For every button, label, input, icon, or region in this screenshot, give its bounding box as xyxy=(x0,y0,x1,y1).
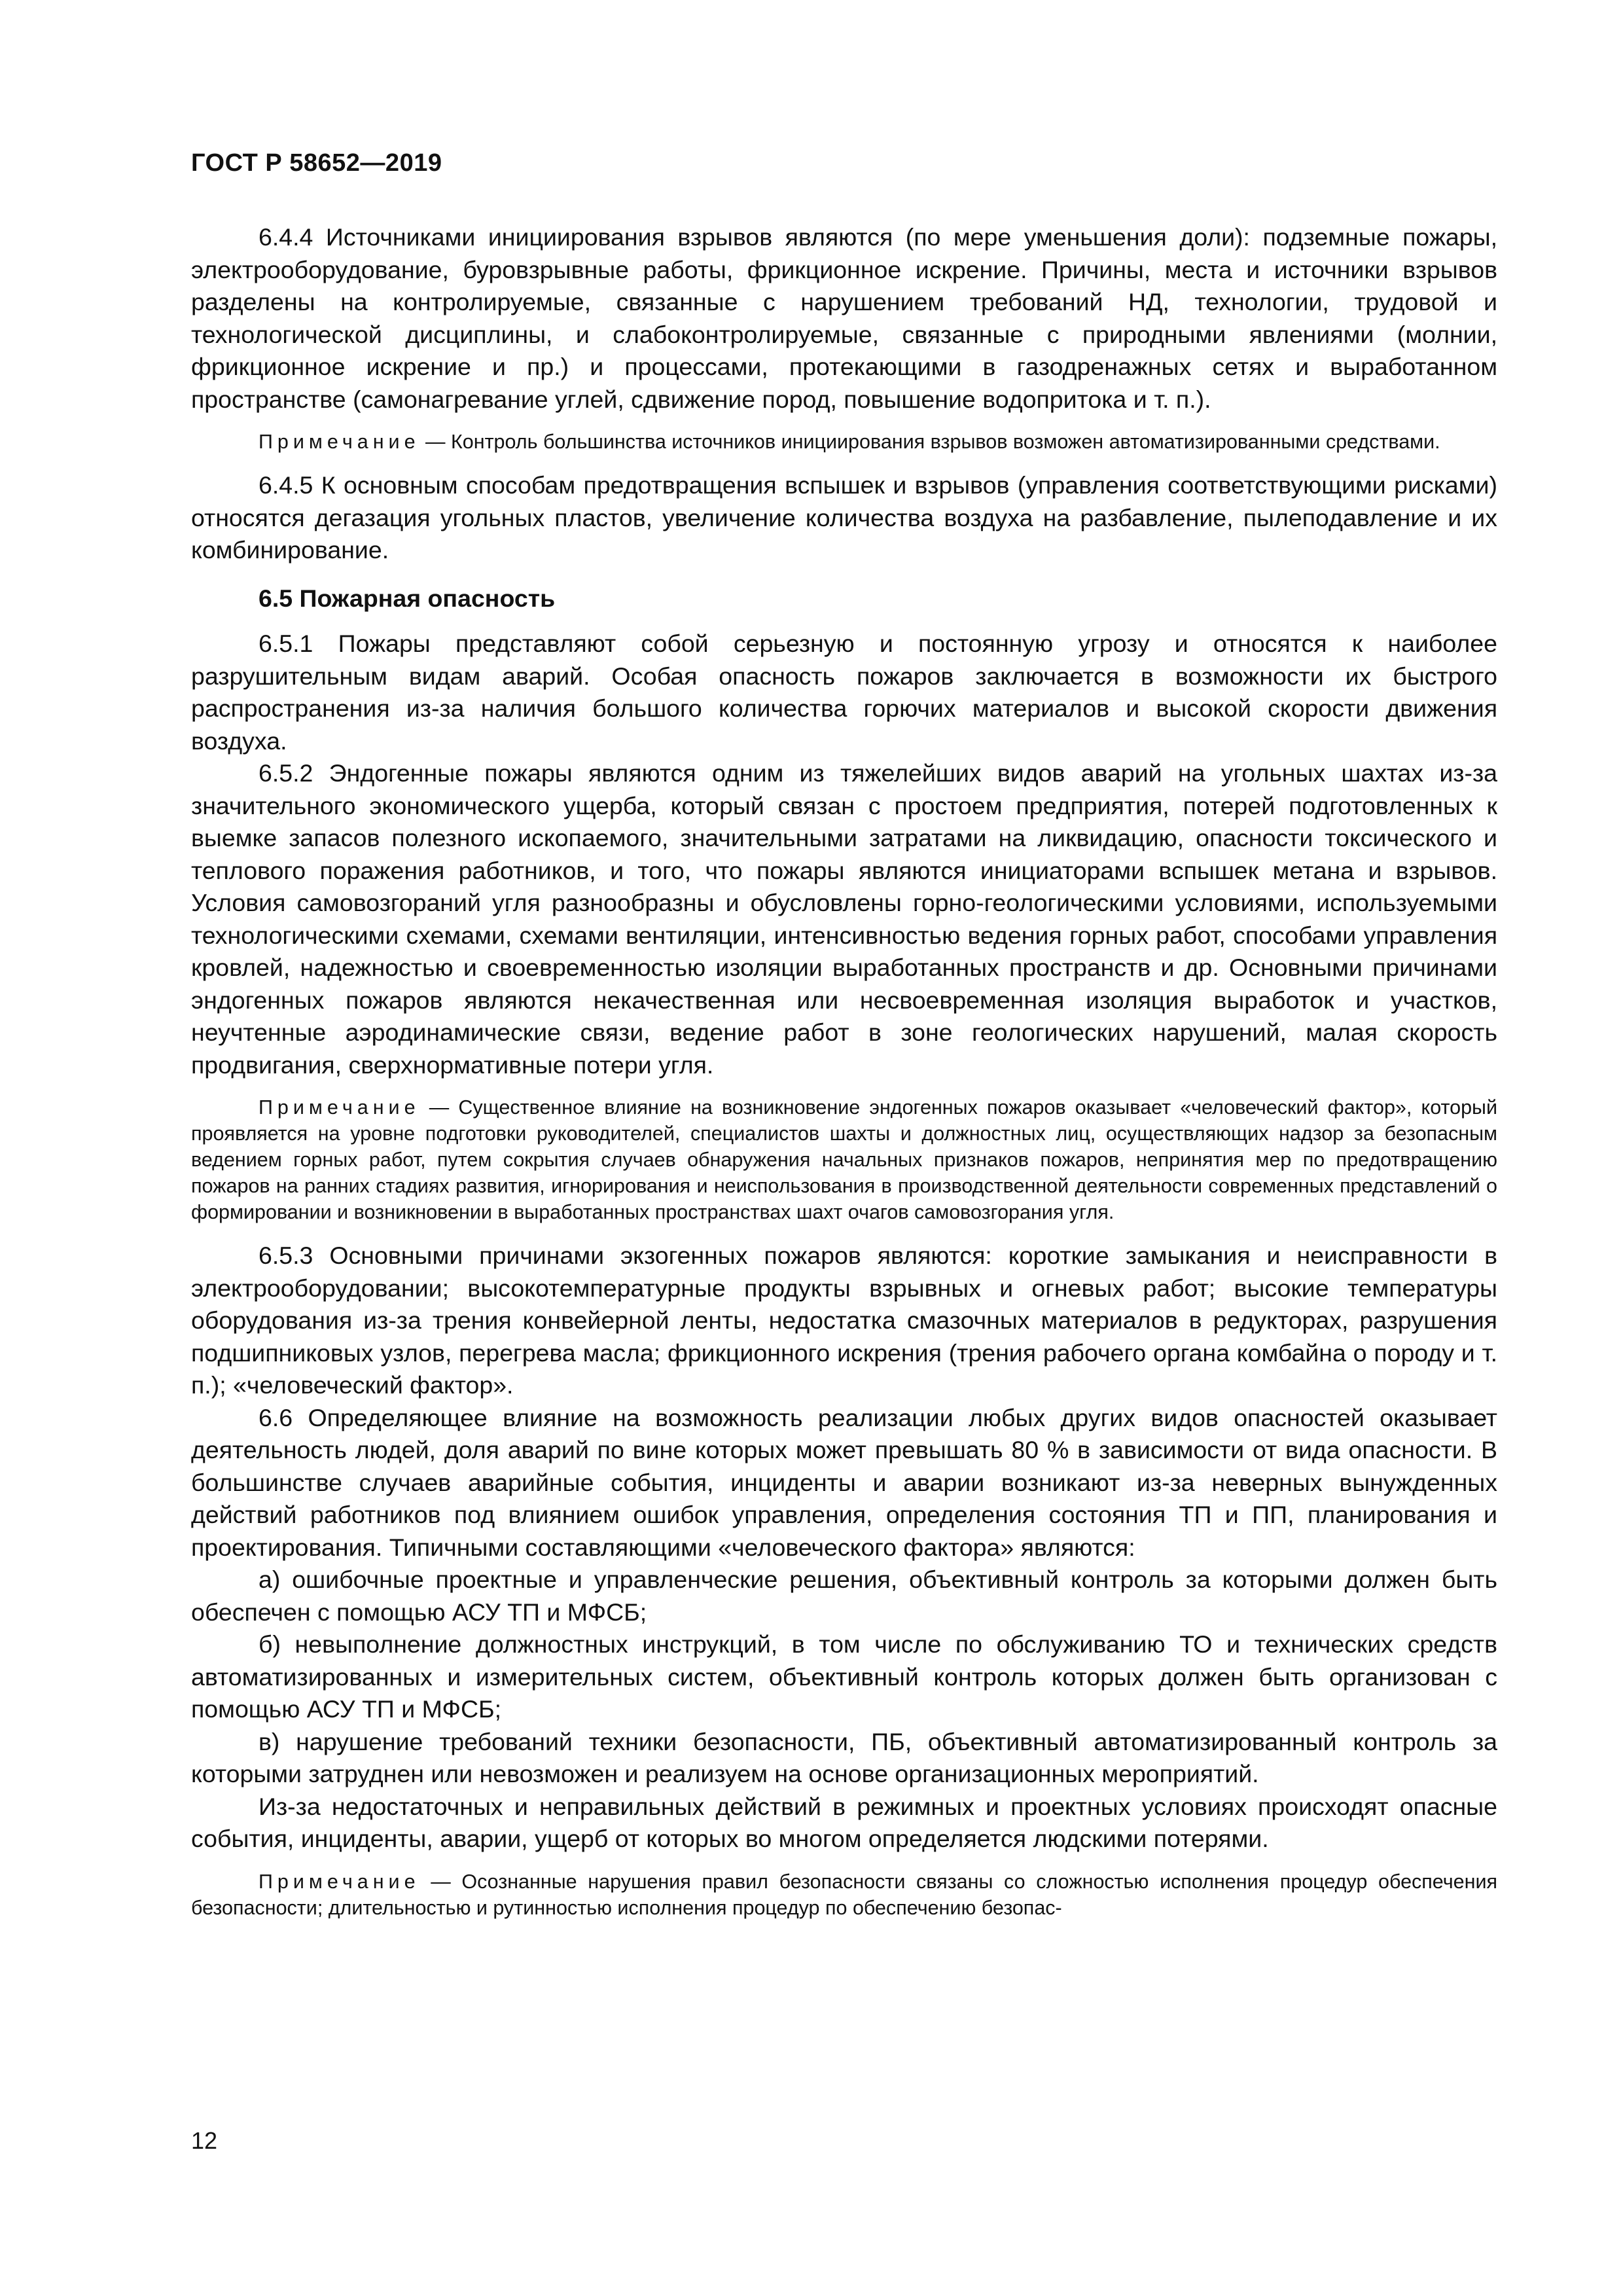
paragraph-6-6: 6.6 Определяющее влияние на возможность реализации любых других видов опасностей оказывает деятельность людей, доля аварий по вине которых может превышать 80 % в зависимости от вида опасности. В большинстве случаев аварийные события, инциденты и аварии возникают из-за неверных вынужденных действий работников под влиянием ошибок управления, определения состояния ТП и ПП, планирования и проектирования. Типичными составляющими «человеческого фактора» являются: xyxy=(191,1403,1497,1561)
note-label: Примечание xyxy=(259,1870,420,1893)
document-body xyxy=(191,221,1497,1935)
note-label: Примечание xyxy=(259,1096,420,1119)
paragraph-final: Из-за недостаточных и неправильных действий в режимных и проектных условиях происходят опасные события, инциденты, аварии, ущерб от которых во многом определяется людскими потерями. xyxy=(191,1792,1497,1852)
paragraph-6-4-5: 6.4.5 К основным способам предотвращения вспышек и взрывов (управления соответствующими рисками) относятся дегазация угольных пластов, увеличение количества воздуха на разбавление, пылеподавление и их комбинирование. xyxy=(191,471,1497,564)
page-number: 12 xyxy=(191,2127,218,2154)
note-3 xyxy=(191,1869,1497,1921)
paragraph-6-4-4: 6.4.4 Источниками инициирования взрывов являются (по мере уменьшения доли): подземные пожары, электрооборудование, буровзрывные работы, фрикционное искрение. Причины, места и источники взрывов разделены на контролируемые, связанные с нарушением требований НД, технологии, трудовой и технологической дисциплины, и слабоконтролируемые, связанные с природными явлениями (молнии, фрикционное искрение и пр.) и процессами, протекающими в газодренажных сетях и выработанном пространстве (самонагревание углей, сдвижение пород, повышение водопритока и т. п.). xyxy=(191,223,1497,413)
list-item-a: а) ошибочные проектные и управленческие решения, объективный контроль за которыми должен быть обеспечен с помощью АСУ ТП и МФСБ; xyxy=(191,1566,1497,1626)
section-heading-6-5: 6.5 Пожарная опасность xyxy=(259,584,556,612)
note-text: — Осознанные нарушения правил безопасности связаны со сложностью исполнения процедур обеспечения безопасности; длительностью и рутинностью исполнения процедур по обеспечению безопас- xyxy=(191,1870,1497,1919)
paragraph-6-5-1: 6.5.1 Пожары представляют собой серьезную и постоянную угрозу и относятся к наиболее разрушительным видам аварий. Особая опасность пожаров заключается в возможности их быстрого распространения из-за наличия большого количества горючих материалов и высокой скорости движения воздуха. xyxy=(191,630,1497,755)
document-header: ГОСТ Р 58652—2019 xyxy=(191,149,442,177)
paragraph-6-5-3: 6.5.3 Основными причинами экзогенных пожаров являются: короткие замыкания и неисправности в электрооборудовании; высокотемпературные продукты взрывных и огневых работ; высокие температуры оборудования из-за трения конвейерной ленты, недостатка смазочных материалов в редукторах, разрушения подшипниковых узлов, перегрева масла; фрикционного искрения (трения рабочего органа комбайна о породу и т. п.); «человеческий фактор». xyxy=(191,1242,1497,1399)
note-1 xyxy=(191,429,1497,455)
note-2 xyxy=(191,1094,1497,1225)
list-item-c: в) нарушение требований техники безопасности, ПБ, объективный автоматизированный контроль за которыми затруднен или невозможен и реализуем на основе организационных мероприятий. xyxy=(191,1727,1497,1787)
note-text: — Контроль большинства источников инициирования взрывов возможен автоматизированными средствами. xyxy=(419,431,1440,453)
note-label: Примечание xyxy=(259,431,420,453)
note-text: — Существенное влияние на возникновение эндогенных пожаров оказывает «человеческий фактор», который проявляется на уровне подготовки руководителей, специалистов шахты и должностных лиц, осуществляющих надзор за безопасным ведением горных работ, путем сокрытия случаев обнаружения начальных признаков пожаров, непринятия мер по предотвращению пожаров на ранних стадиях развития, игнорирования и неиспользования в производственной деятельности современных представлений о формировании и возникновении в выработанных пространствах шахт очагов самовозгорания угля. xyxy=(191,1096,1497,1223)
list-item-b: б) невыполнение должностных инструкций, в том числе по обслуживанию ТО и технических средств автоматизированных и измерительных систем, объективный контроль которых должен быть организован с помощью АСУ ТП и МФСБ; xyxy=(191,1630,1497,1723)
paragraph-6-5-2: 6.5.2 Эндогенные пожары являются одним из тяжелейших видов аварий на угольных шахтах из-за значительного экономического ущерба, который связан с простоем предприятия, потерей подготовленных к выемке запасов полезного ископаемого, значительными затратами на ликвидацию, опасности токсического и теплового поражения работников, и того, что пожары являются инициаторами вспышек метана и взрывов. Условия самовозгораний угля разнообразны и обусловлены горно-геологическими условиями, используемыми технологическими схемами, схемами вентиляции, интенсивностью ведения горных работ, способами управления кровлей, надежностью и своевременностью изоляции выработанных пространств и др. Основными причинами эндогенных пожаров являются некачественная или несвоевременная изоляция выработок и участков, неучтенные аэродинамические связи, ведение работ в зоне геологических нарушений, малая скорость продвигания, сверхнормативные потери угля. xyxy=(191,759,1497,1079)
